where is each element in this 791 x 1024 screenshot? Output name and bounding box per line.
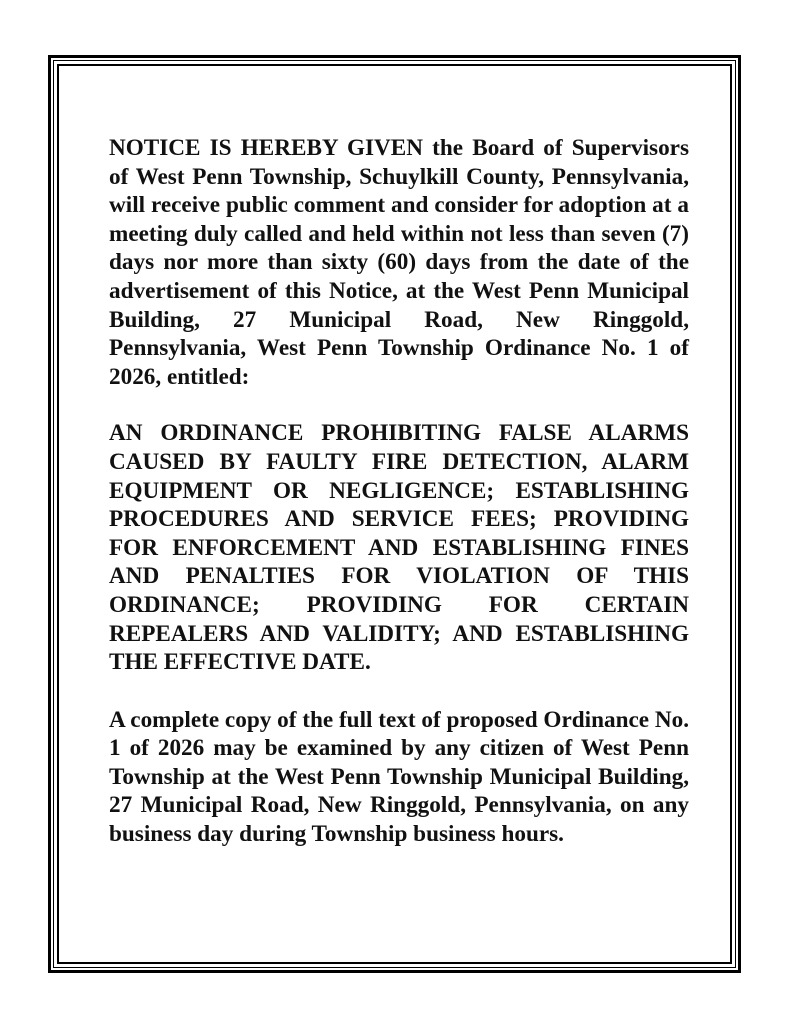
notice-body — [109, 134, 689, 849]
availability-paragraph: A complete copy of the full text of proposed Ordinance No. 1 of 2026 may be examined by any citizen of West Penn Township at the West Penn Township Municipal Building, 27 Municipal Road, New Ringgold, Pennsylvania, on any business day during Township business hours. — [109, 706, 689, 848]
notice-intro-paragraph: NOTICE IS HEREBY GIVEN the Board of Supervisors of West Penn Township, Schuylkill County, Pennsylvania, will receive public comment and consider for adoption at a meeting duly called and held within not less than seven (7) days nor more than sixty (60) days from the date of the advertisement of this Notice, at the West Penn Municipal Building, 27 Municipal Road, New Ringgold, Pennsylvania, West Penn Township Ordinance No. 1 of 2026, entitled: — [109, 135, 689, 390]
ordinance-title-paragraph: AN ORDINANCE PROHIBITING FALSE ALARMS CAUSED BY FAULTY FIRE DETECTION, ALARM EQUIPMENT OR NEGLIGENCE; ESTABLISHING PROCEDURES AND SERVICE FEES; PROVIDING FOR ENFORCEMENT AND ESTABLISHING FINES AND PENALTIES FOR VIOLATION OF THIS ORDINANCE; PROVIDING FOR CERTAIN REPEALERS AND VALIDITY; AND ESTABLISHING THE EFFECTIVE DATE. — [109, 420, 689, 676]
